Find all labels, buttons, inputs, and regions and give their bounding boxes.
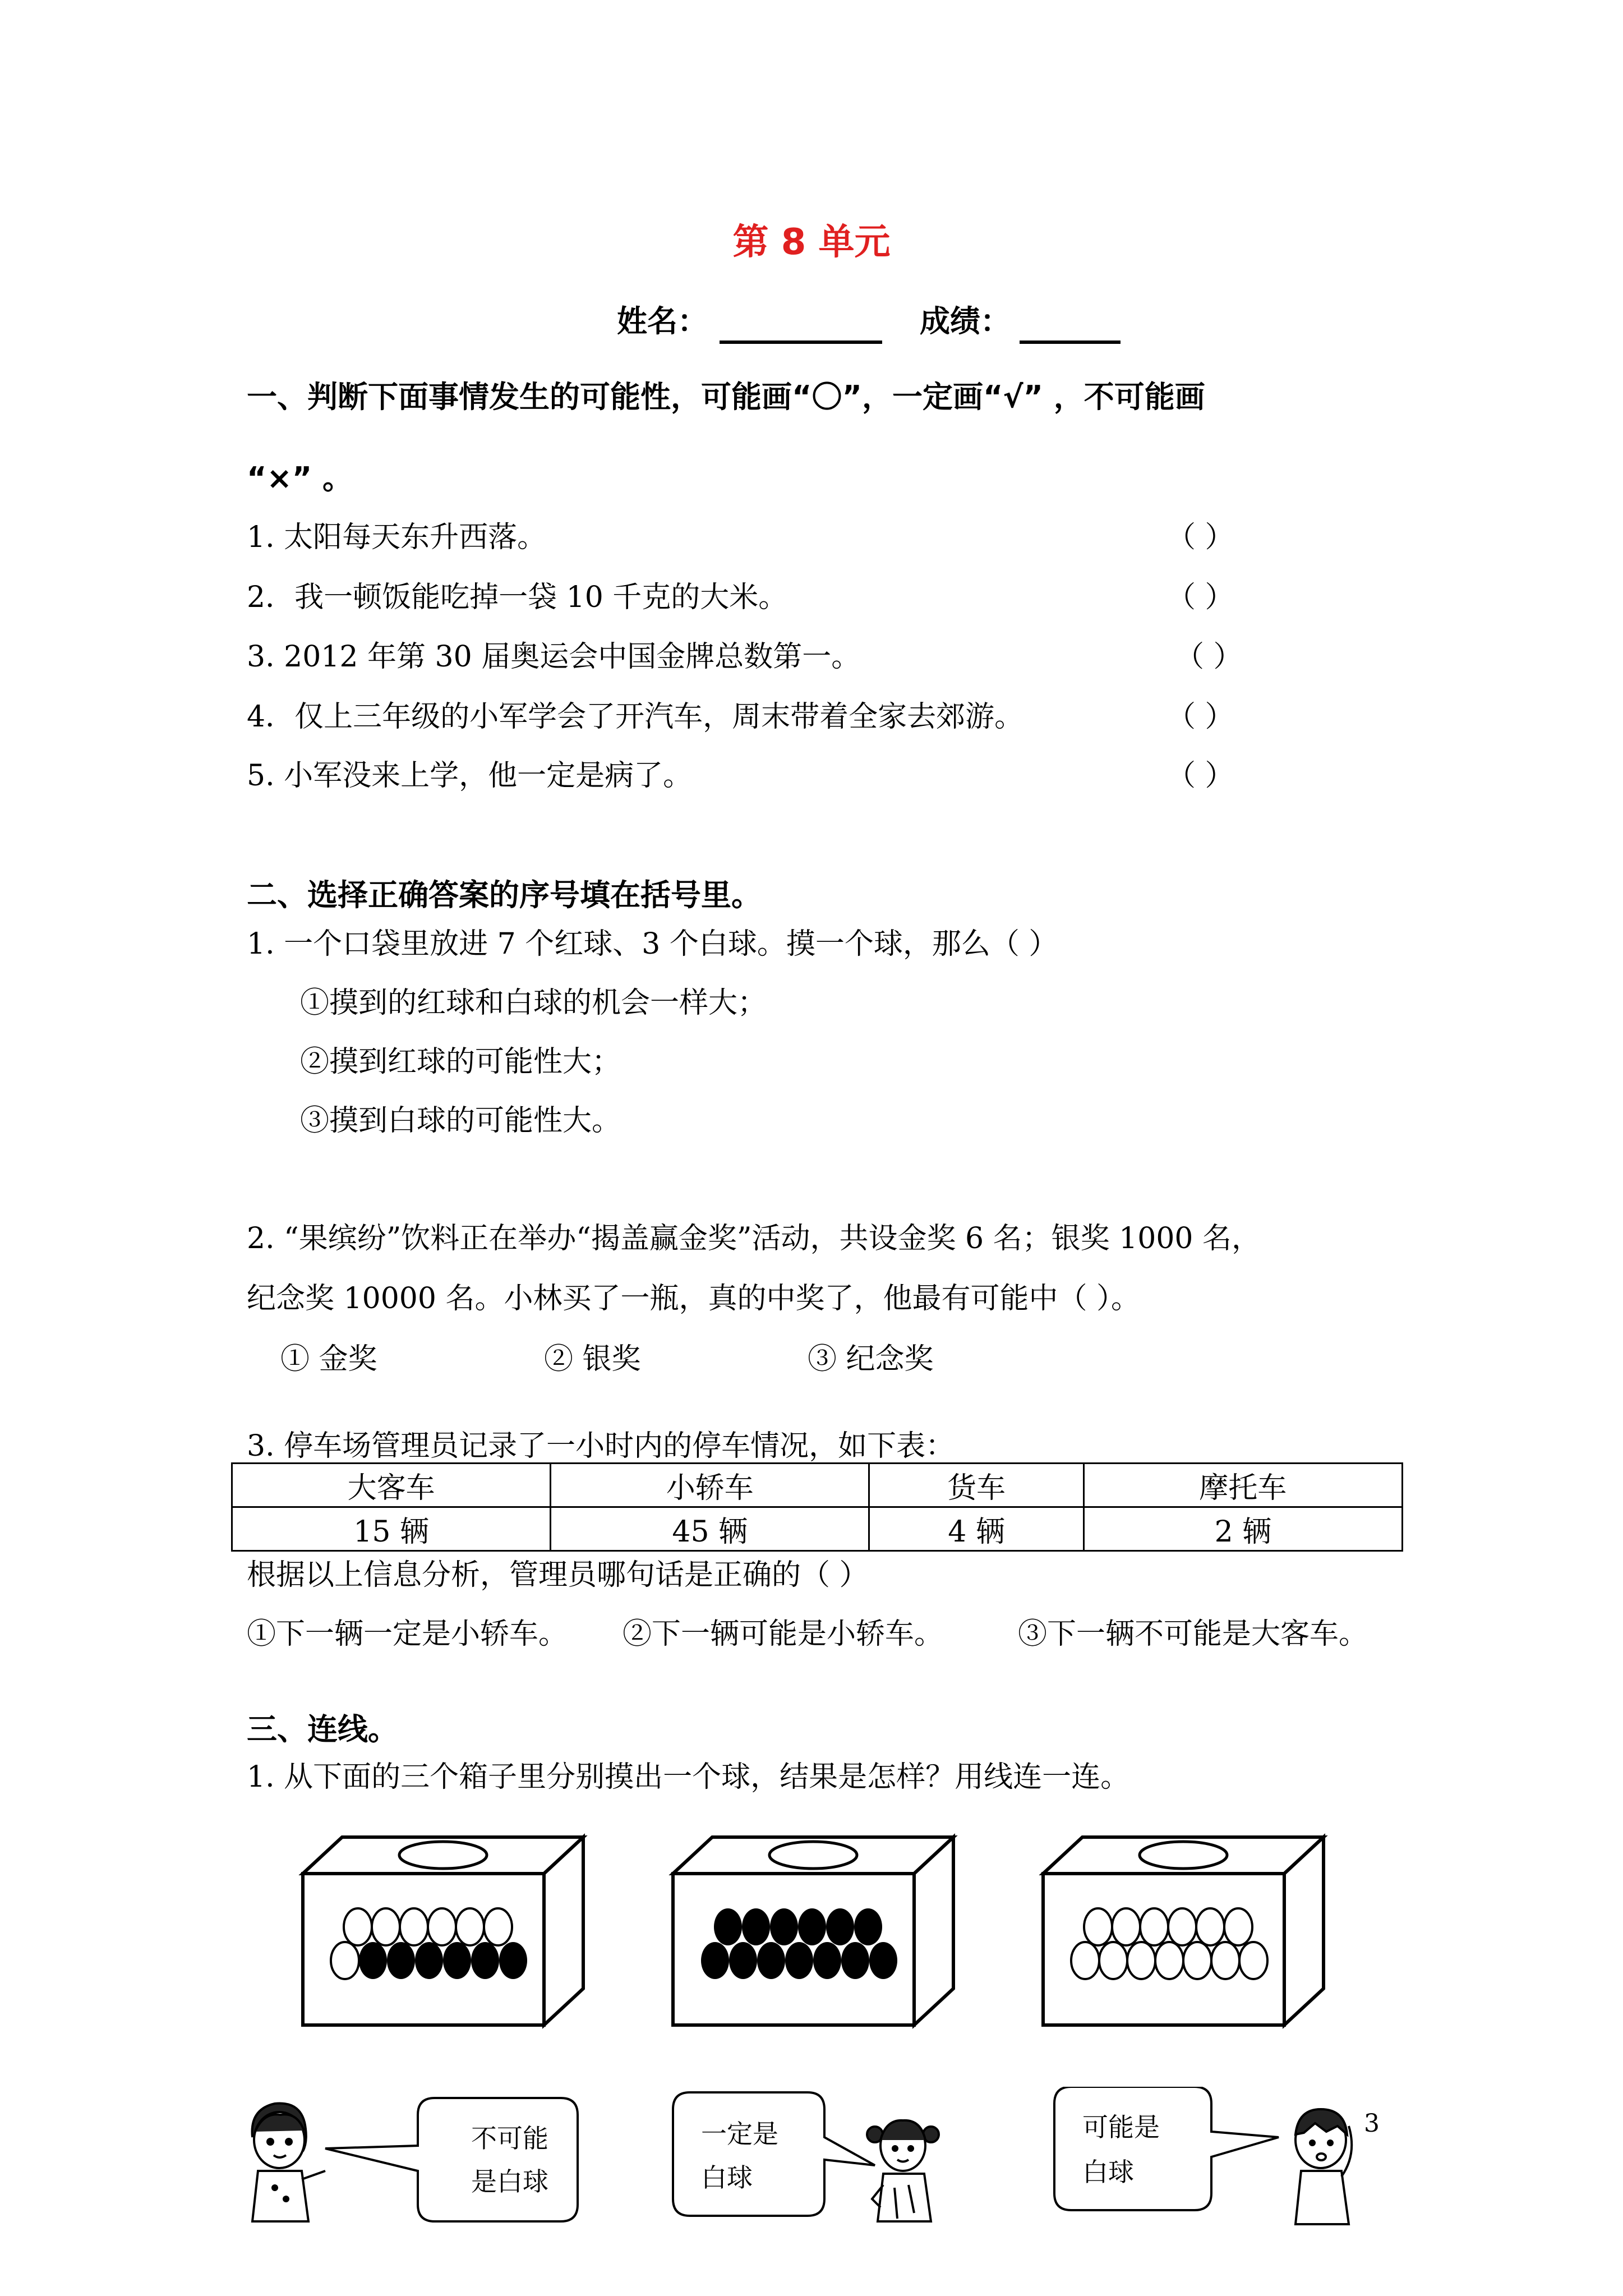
speech-scene [241,2087,1408,2233]
section1-title-line2: “×” 。 [247,461,353,496]
judge-answer-1[interactable]: （ ） [1166,521,1234,554]
table-header-cell: 摩托车 [1083,1464,1402,1507]
judge-item-5: 5. 小军没来上学，他一定是病了。 [247,759,693,793]
page-title: 第 8 单元 [732,222,891,263]
choice-q3: 3. 停车场管理员记录了一小时内的停车情况，如下表： [247,1429,955,1463]
bubble-3-line2: 白球 [1082,2157,1134,2187]
table-cell: 4 辆 [869,1507,1083,1551]
judge-answer-4[interactable]: （ ） [1166,700,1234,734]
judge-answer-2[interactable]: （ ） [1166,581,1234,614]
choice-q3-option-2: ②下一辆可能是小轿车。 [623,1617,944,1651]
judge-item-4: 4．仅上三年级的小军学会了开汽车，周末带着全家去郊游。 [247,700,1024,734]
table-cell: 45 辆 [551,1507,869,1551]
bubble-2-line2: 白球 [701,2162,753,2193]
section3-title: 三、连线。 [247,1711,398,1747]
page-number: 3 [1364,2109,1380,2138]
table-cell: 15 辆 [232,1507,551,1551]
bubble-3-line1: 可能是 [1082,2112,1160,2142]
table-header-cell: 货车 [869,1464,1083,1507]
speech-bubble-1 [325,2098,578,2221]
score-field[interactable] [1020,341,1121,344]
name-field[interactable] [720,341,882,344]
child-2-figure [867,2120,939,2221]
judge-item-3: 3. 2012 年第 30 届奥运会中国金牌总数第一。 [247,640,861,674]
name-label: 姓名： [617,303,708,339]
bubble-1-line1: 不可能 [471,2123,548,2154]
section2-title: 二、选择正确答案的序号填在括号里。 [247,877,762,913]
box-mixed [303,1837,583,2025]
choice-q1-option-3: ③摸到白球的可能性大。 [300,1104,621,1138]
section1-title-line1: 一、判断下面事情发生的可能性，可能画“〇”，一定画“√” ，不可能画 [247,379,1205,415]
table-row [232,1507,1403,1551]
judge-item-1: 1. 太阳每天东升西落。 [247,521,547,554]
choice-q3-question: 根据以上信息分析，管理员哪句话是正确的（ ） [247,1558,869,1592]
choice-q1-option-2: ②摸到红球的可能性大； [300,1045,621,1079]
choice-q2-option-3: ③ 纪念奖 [808,1342,934,1376]
child-1-figure [252,2104,326,2221]
box-white [1043,1837,1324,2025]
parking-table [231,1462,1403,1552]
choice-q3-option-1: ①下一辆一定是小轿车。 [247,1617,568,1651]
box-black [673,1837,953,2025]
bubble-2-line1: 一定是 [701,2119,778,2149]
choice-q2-option-2: ② 银奖 [544,1342,641,1376]
table-header-cell: 小轿车 [551,1464,869,1507]
choice-q2-line2: 纪念奖 10000 名。小林买了一瓶，真的中奖了，他最有可能中（ ）。 [247,1282,1141,1315]
table-header-cell: 大客车 [232,1464,551,1507]
bubble-1-line2: 是白球 [471,2166,548,2197]
choice-q1-option-1: ①摸到的红球和白球的机会一样大； [300,986,767,1020]
choice-q3-option-3: ③下一辆不可能是大客车。 [1018,1617,1368,1651]
judge-answer-3[interactable]: （ ） [1175,640,1243,674]
connect-q1: 1. 从下面的三个箱子里分别摸出一个球，结果是怎样？用线连一连。 [247,1760,1130,1794]
choice-q2-line1: 2. “果缤纷”饮料正在举办“揭盖赢金奖”活动，共设金奖 6 名；银奖 1000 名， [247,1222,1261,1255]
judge-answer-5[interactable]: （ ） [1166,759,1234,793]
speech-bubble-2 [673,2092,875,2216]
judge-item-2: 2．我一顿饭能吃掉一袋 10 千克的大米。 [247,581,788,614]
choice-q2-option-1: ① 金奖 [280,1342,377,1376]
child-3-figure [1295,2109,1352,2224]
choice-q1: 1. 一个口袋里放进 7 个红球、3 个白球。摸一个球，那么（ ） [247,927,1058,961]
table-row [232,1464,1403,1507]
score-label: 成绩： [920,303,1011,339]
table-cell: 2 辆 [1083,1507,1402,1551]
ball-boxes [292,1823,1357,2031]
speech-bubble-3 [1054,2087,1279,2210]
